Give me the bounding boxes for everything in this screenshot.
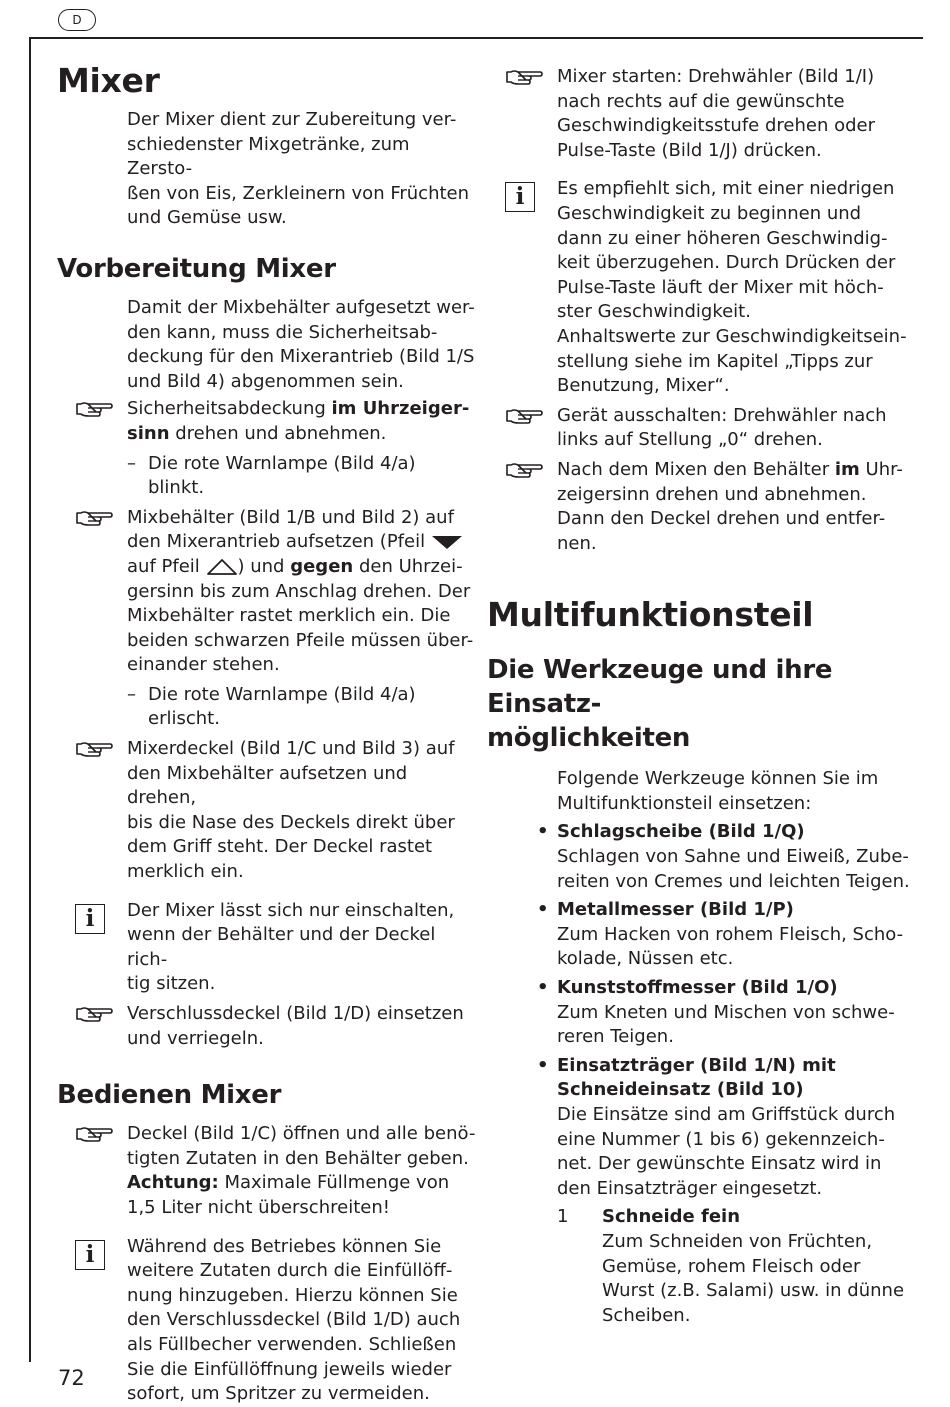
hand-pointing-right-icon (505, 407, 543, 433)
step-text-bold: im (834, 458, 860, 480)
step-attach-container (57, 506, 477, 678)
step-text: drehen und abnehmen. (169, 422, 387, 444)
step-text-bold: Achtung: (127, 1172, 219, 1194)
tool-list-item (487, 1054, 917, 1202)
tool-list (487, 820, 917, 1201)
insert-label: Schneide fein (602, 1206, 741, 1228)
hand-pointing-right-icon (75, 1005, 113, 1031)
step-text: Deckel (Bild 1/C) öffnen und alle benö- tigten Zutaten in den Behälter geben. (127, 1123, 476, 1169)
insert-number-1 (487, 1205, 917, 1328)
step-switch-off (487, 404, 917, 453)
vorbereitung-intro: Damit der Mixbehälter aufgesetzt wer- den kann, muss die Sicherheitsab- deckung für den Mixerantrieb (Bild 1/S und Bild 4) abgenommen sein. (127, 296, 475, 392)
step-text: Uhr- (859, 458, 903, 480)
page-number: 72 (58, 1366, 85, 1390)
step-remove-container (487, 458, 917, 556)
top-rule (30, 37, 923, 39)
info-note-switch-on (57, 899, 477, 997)
result-text: Die rote Warnlampe (Bild 4/a) erlischt. (148, 683, 416, 730)
bullet-icon: • (537, 899, 549, 921)
info-text: Während des Betriebes können Sie weitere Zutaten durch die Einfüllöff- nung hinzugeben. Hierzu können Sie den Verschlussdeckel (Bild 1/D) auch als Füllbecher verwenden. Schließen Sie die Einfüllöffnung jeweils wieder sofort, um Spritzer zu vermeiden. (127, 1235, 461, 1405)
mixer-intro: Der Mixer dient zur Zubereitung ver- schiedenster Mixgetränke, zum Zersto- ßen von Eis, Zerkleinern von Früchten und Gemüse usw. (127, 109, 470, 229)
tool-list-item (487, 976, 917, 1050)
filled-triangle-down-icon (431, 534, 463, 550)
tool-list-item (487, 898, 917, 972)
bullet-icon: • (537, 821, 549, 843)
werkzeuge-intro: Folgende Werkzeuge können Sie im Multifunktionsteil einsetzen: (557, 768, 879, 814)
step-attach-lid (57, 737, 477, 885)
hand-pointing-right-icon (75, 400, 113, 426)
left-column (57, 60, 477, 1407)
result-warning-lamp-off: – Die rote Warnlampe (Bild 4/a) erlischt. (127, 683, 416, 730)
step-text: Verschlussdeckel (Bild 1/D) einsetzen und verriegeln. (127, 1003, 464, 1049)
left-rule (29, 37, 31, 1362)
bullet-icon: • (537, 977, 549, 999)
step-text: auf Pfeil (127, 555, 206, 577)
info-icon: i (75, 1240, 105, 1270)
step-fill-ingredients (57, 1122, 477, 1220)
heading-mixer: Mixer (57, 61, 160, 100)
heading-vorbereitung: Vorbereitung Mixer (57, 253, 336, 284)
info-icon: i (505, 182, 535, 212)
step-text: ) und (237, 555, 291, 577)
info-note-add-ingredients (57, 1235, 477, 1407)
heading-multifunktionsteil: Multifunktionsteil (487, 595, 814, 635)
tool-description: Zum Hacken von rohem Fleisch, Scho- kolade, Nüssen etc. (557, 923, 904, 970)
step-text: 1,5 Liter nicht überschreiten! (127, 1196, 390, 1218)
tool-label: Schlagscheibe (Bild 1/Q) (557, 821, 805, 843)
heading-werkzeuge: Die Werkzeuge und ihre Einsatz- möglichkeiten (487, 655, 833, 754)
insert-text: Zum Schneiden von Früchten, Gemüse, rohem Fleisch oder Wurst (z.B. Salami) usw. in dünne Scheiben. (602, 1230, 905, 1326)
tool-label: Einsatzträger (Bild 1/N) mit Schneideinsatz (Bild 10) (557, 1054, 836, 1101)
right-column (487, 65, 917, 1328)
step-text-bold: gegen (290, 555, 354, 577)
info-text: Der Mixer lässt sich nur einschalten, wenn der Behälter und der Deckel rich- tig sitzen. (127, 899, 455, 995)
result-text: Die rote Warnlampe (Bild 4/a) blinkt. (148, 452, 416, 499)
step-text: Sicherheitsabdeckung (127, 398, 332, 420)
tool-list-item (487, 820, 917, 894)
result-warning-lamp-blinks: – Die rote Warnlampe (Bild 4/a) blinkt. (127, 452, 416, 499)
step-text: gersinn bis zum Anschlag drehen. Der Mixbehälter rastet merklich ein. Die beiden schwarzen Pfeile müssen über- einander stehen. (127, 580, 474, 676)
step-text-bold: sinn (127, 422, 170, 444)
step-text-bold: im Uhrzeiger- (331, 398, 470, 420)
info-note-speed (487, 177, 917, 398)
step-text: den Uhrzei- (353, 555, 463, 577)
step-text: Mixer starten: Drehwähler (Bild 1/I) nach rechts auf die gewünschte Geschwindigkeitsstufe drehen oder Pulse-Taste (Bild 1/J) drücken. (557, 66, 875, 161)
step-text: Gerät ausschalten: Drehwähler nach links auf Stellung „0“ drehen. (557, 404, 887, 451)
tool-description: Die Einsätze sind am Griffstück durch eine Nummer (1 bis 6) gekennzeich- net. Der gewünschte Einsatz wird in den Einsatzträger eingesetzt. (557, 1104, 896, 1199)
tool-description: Zum Kneten und Mischen von schwe- reren Teigen. (557, 1001, 895, 1048)
step-text: den Mixerantrieb aufsetzen (Pfeil (127, 531, 431, 553)
step-text: Mixerdeckel (Bild 1/C und Bild 3) auf den Mixbehälter aufsetzen und drehen, bis die Nase des Deckels direkt über dem Griff steht. Der Deckel rastet merklich ein. (127, 738, 455, 883)
hand-pointing-right-icon (505, 68, 543, 94)
tool-label: Metallmesser (Bild 1/P) (557, 899, 794, 921)
hand-pointing-right-icon (75, 740, 113, 766)
step-text: zeigersinn drehen und abnehmen. Dann den Deckel drehen und entfer- nen. (557, 483, 886, 554)
step-insert-cap (57, 1002, 477, 1051)
step-text: Mixbehälter (Bild 1/B und Bild 2) auf (127, 506, 454, 528)
info-text: Es empfiehlt sich, mit einer niedrigen Geschwindigkeit zu beginnen und dann zu einer höheren Geschwindig- keit überzugehen. Durch Drücken der Pulse-Taste läuft der Mixer mit höch- ster Geschwindigkeit. Anhaltswerte zur Geschwindigkeitsein- stellung siehe im Kapitel „Tipps zur Benutzung, Mixer“. (557, 178, 907, 397)
hand-pointing-right-icon (75, 1125, 113, 1151)
step-start-mixer (487, 65, 917, 163)
hand-pointing-right-icon (505, 461, 543, 487)
tool-label: Kunststoffmesser (Bild 1/O) (557, 977, 838, 999)
insert-number: 1 (557, 1206, 569, 1228)
language-badge: D (58, 9, 96, 31)
step-safety-cover (57, 397, 477, 446)
heading-bedienen: Bedienen Mixer (57, 1080, 282, 1111)
outline-triangle-up-icon (206, 558, 238, 576)
hand-pointing-right-icon (75, 509, 113, 535)
bullet-icon: • (537, 1054, 549, 1076)
info-icon: i (75, 904, 105, 934)
step-text: Maximale Füllmenge von (218, 1172, 450, 1194)
step-text: Nach dem Mixen den Behälter (557, 458, 835, 480)
tool-description: Schlagen von Sahne und Eiweiß, Zube- reiten von Cremes und leichten Teigen. (557, 846, 910, 892)
